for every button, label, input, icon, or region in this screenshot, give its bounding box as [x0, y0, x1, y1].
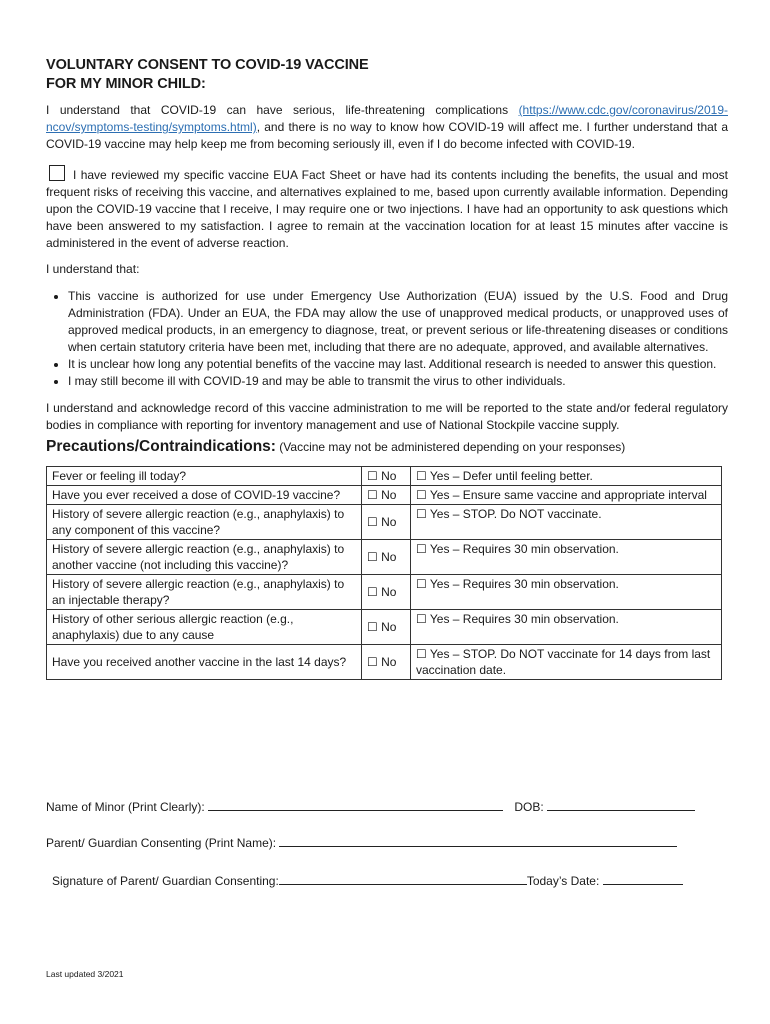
no-option[interactable]: [362, 467, 411, 486]
no-checkbox[interactable]: ☐: [367, 620, 378, 634]
no-checkbox[interactable]: ☐: [367, 488, 378, 502]
list-item: • This vaccine is authorized for use under Emergency Use Authorization (EUA) issued by the U.S. Food and Drug Administration (FDA). Under an EUA, the FDA may allow the use of unapproved medical products, or unapproved uses of approved medical products, in an emergency to diagnose, treat, or prevent serious or life-threatening diseases or conditions when certain statutory criteria have been met, including that there are no adequate, approved, and available alternatives.: [68, 288, 728, 356]
title-line-2: FOR MY MINOR CHILD:: [46, 76, 206, 92]
yes-checkbox[interactable]: ☐: [416, 647, 427, 661]
question-cell: History of other serious allergic reaction (e.g., anaphylaxis) due to any cause: [47, 610, 362, 645]
reporting-paragraph: I understand and acknowledge record of this vaccine administration to me will be reported to the state and/or federal regulatory bodies in compliance with reporting for inventory management and use of National Stockpile vaccine supply.: [46, 401, 728, 432]
guardian-name-row: [46, 834, 736, 852]
understanding-list: [46, 288, 728, 390]
yes-label: Yes – Defer until feeling better.: [429, 469, 593, 483]
no-label: No: [381, 488, 397, 502]
no-label: No: [381, 655, 397, 669]
minor-name-row: [46, 798, 736, 816]
screening-table: [46, 466, 722, 680]
no-option[interactable]: [362, 486, 411, 505]
last-updated: Last updated 3/2021: [46, 969, 124, 979]
no-label: No: [381, 550, 397, 564]
signature-field[interactable]: [279, 872, 527, 885]
yes-checkbox[interactable]: ☐: [416, 542, 427, 556]
yes-checkbox[interactable]: ☐: [416, 507, 427, 521]
no-label: No: [381, 620, 397, 634]
guardian-name-label: Parent/ Guardian Consenting (Print Name):: [46, 836, 277, 850]
table-row: [47, 486, 722, 505]
signature-label: Signature of Parent/ Guardian Consenting:: [52, 874, 279, 888]
yes-label: Yes – Requires 30 min observation.: [429, 612, 619, 626]
yes-option[interactable]: [411, 540, 722, 575]
yes-option[interactable]: [411, 610, 722, 645]
acknowledgement-text: I have reviewed my specific vaccine EUA Fact Sheet or have had its contents including the benefits, the usual and most frequent risks of receiving this vaccine, and alternatives explained to me, based upon currently available information. Depending upon the COVID-19 vaccine that I receive, I may require one or two injections. I have had an opportunity to ask questions which have been answered to my satisfaction. I agree to remain at the vaccination location for at least 15 minutes after vaccine is administered in the event of adverse reaction.: [46, 168, 728, 250]
yes-label: Yes – STOP. Do NOT vaccinate for 14 days from last vaccination date.: [416, 647, 711, 677]
no-checkbox[interactable]: ☐: [367, 655, 378, 669]
dob-label: DOB:: [514, 800, 544, 814]
understand-heading: I understand that:: [46, 262, 140, 276]
no-option[interactable]: [362, 540, 411, 575]
cdc-link[interactable]: (https://www.cdc.gov/coronavirus/2019-ncov/symptoms-testing/symptoms.html): [46, 103, 728, 134]
table-row: [47, 645, 722, 680]
yes-checkbox[interactable]: ☐: [416, 488, 427, 502]
no-label: No: [381, 585, 397, 599]
yes-label: Yes – Ensure same vaccine and appropriate interval: [429, 488, 707, 502]
precautions-note: (Vaccine may not be administered depending on your responses): [279, 440, 626, 454]
table-row: [47, 467, 722, 486]
list-item: • I may still become ill with COVID-19 and may be able to transmit the virus to other individuals.: [68, 373, 728, 390]
intro-paragraph: [46, 102, 728, 153]
no-label: No: [381, 469, 397, 483]
question-cell: History of severe allergic reaction (e.g., anaphylaxis) to an injectable therapy?: [47, 575, 362, 610]
title-line-1: VOLUNTARY CONSENT TO COVID-19 VACCINE: [46, 57, 369, 73]
minor-name-field[interactable]: [208, 798, 503, 811]
table-row: [47, 505, 722, 540]
yes-label: Yes – Requires 30 min observation.: [429, 542, 619, 556]
no-checkbox[interactable]: ☐: [367, 469, 378, 483]
no-checkbox[interactable]: ☐: [367, 515, 378, 529]
table-row: [47, 540, 722, 575]
yes-checkbox[interactable]: ☐: [416, 612, 427, 626]
no-checkbox[interactable]: ☐: [367, 550, 378, 564]
yes-option[interactable]: [411, 575, 722, 610]
yes-checkbox[interactable]: ☐: [416, 469, 427, 483]
question-cell: Fever or feeling ill today?: [47, 467, 362, 486]
yes-option[interactable]: [411, 505, 722, 540]
yes-checkbox[interactable]: ☐: [416, 577, 427, 591]
no-option[interactable]: [362, 645, 411, 680]
question-cell: History of severe allergic reaction (e.g., anaphylaxis) to another vaccine (not including this vaccine)?: [47, 540, 362, 575]
no-option[interactable]: [362, 505, 411, 540]
consent-form: [46, 56, 728, 680]
table-row: [47, 610, 722, 645]
dob-field[interactable]: [547, 798, 695, 811]
precautions-heading: [46, 438, 728, 456]
no-option[interactable]: [362, 575, 411, 610]
yes-option[interactable]: [411, 645, 722, 680]
minor-name-label: Name of Minor (Print Clearly):: [46, 800, 205, 814]
acknowledgement-checkbox[interactable]: [49, 165, 65, 181]
date-field[interactable]: [603, 872, 683, 885]
no-label: No: [381, 515, 397, 529]
yes-label: Yes – Requires 30 min observation.: [429, 577, 619, 591]
question-cell: History of severe allergic reaction (e.g., anaphylaxis) to any component of this vaccine?: [47, 505, 362, 540]
intro-text-end: , and there is no way to know how COVID-19 will affect me. I further understand that a COVID-19 vaccine may help keep me from becoming seriously ill, even if I do become infected with COVID-19.: [46, 120, 728, 151]
date-label: Today’s Date:: [526, 874, 600, 888]
precautions-title: Precautions/Contraindications:: [46, 438, 276, 455]
guardian-name-field[interactable]: [279, 834, 677, 847]
no-checkbox[interactable]: ☐: [367, 585, 378, 599]
form-title: [46, 56, 728, 94]
intro-text: I understand that COVID-19 can have serious, life-threatening complications: [46, 103, 519, 117]
table-row: [47, 575, 722, 610]
signature-row: [52, 872, 742, 890]
list-item: • It is unclear how long any potential benefits of the vaccine may last. Additional research is needed to answer this question.: [68, 356, 728, 373]
yes-option[interactable]: [411, 467, 722, 486]
yes-option[interactable]: [411, 486, 722, 505]
question-cell: Have you ever received a dose of COVID-19 vaccine?: [47, 486, 362, 505]
no-option[interactable]: [362, 610, 411, 645]
acknowledgement-paragraph: [46, 165, 728, 252]
yes-label: Yes – STOP. Do NOT vaccinate.: [429, 507, 602, 521]
question-cell: Have you received another vaccine in the last 14 days?: [47, 645, 362, 680]
